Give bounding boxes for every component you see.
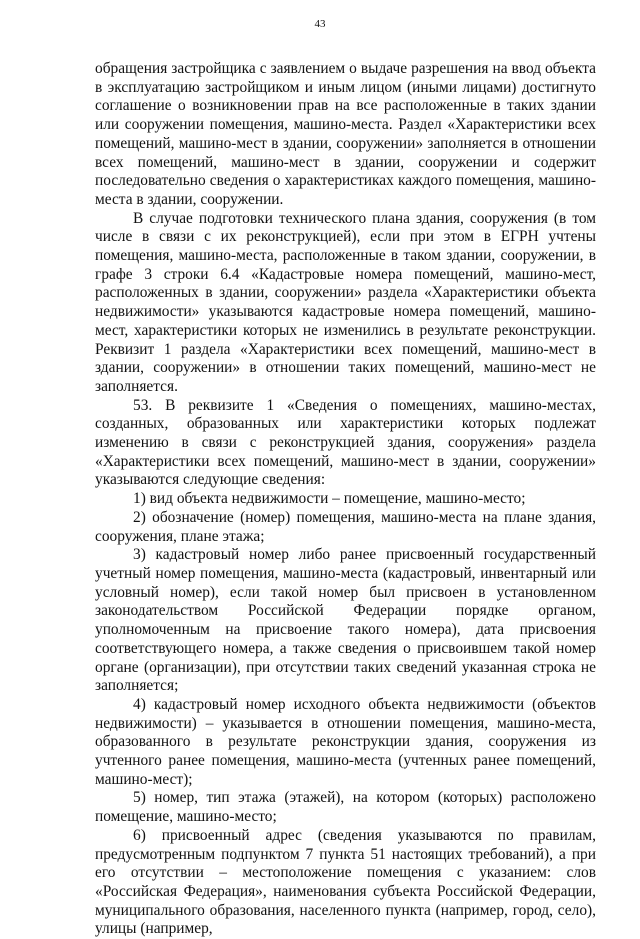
paragraph: В случае подготовки технического плана здания, сооружения (в том числе в связи с их реконструкцией), если при этом в ЕГРН учтены помещения, машино-места, расположенные в таком здании, сооружении, в графе 3 строки 6.4 «Кадастровые номера помещений, машино-мест, расположенных в здании, сооружении» раздела «Характеристики объекта недвижимости» указываются кадастровые номера помещений, машино-мест, характеристики которых не изменились в результате реконструкции. Реквизит 1 раздела «Характеристики всех помещений, машино-мест в здании, сооружении» в отношении таких помещений, машино-мест не заполняется. (95, 209, 596, 395)
paragraph: 1) вид объекта недвижимости – помещение, машино-место; (133, 490, 526, 508)
paragraph: 4) кадастровый номер исходного объекта недвижимости (объектов недвижимости) – указывается в отношении помещения, машино-места, образованного в результате реконструкции здания, сооружения из учтенного ранее помещения, машино-места (учтенных ранее помещений, машино-мест); (95, 695, 596, 788)
paragraph: обращения застройщика с заявлением о выдаче разрешения на ввод объекта в эксплуатацию застройщиком и иным лицом (иными лицами) достигнуто соглашение о возникновении прав на все расположенные в таких здании или сооружении помещения, машино-места. Раздел «Характеристики всех помещений, машино-мест в здании, сооружении» заполняется в отношении всех помещений, машино-мест в здании, сооружении и содержит последовательно сведения о характеристиках каждого помещения, машино-места в здании, сооружении. (95, 60, 596, 208)
paragraph: 2) обозначение (номер) помещения, машино-места на плане здания, сооружения, плане этажа; (95, 508, 596, 545)
paragraph: 5) номер, тип этажа (этажей), на котором (которых) расположено помещение, машино-место; (95, 789, 596, 826)
page-number: 43 (314, 18, 326, 30)
paragraph: 53. В реквизите 1 «Сведения о помещениях, машино-местах, созданных, образованных или характеристики которых подлежат изменению в связи с реконструкцией здания, сооружения» раздела «Характеристики всех помещений, машино-мест в здании, сооружении» указываются следующие сведения: (95, 396, 596, 489)
paragraph: 6) присвоенный адрес (сведения указываются по правилам, предусмотренным подпунктом 7 пункта 51 настоящих требований), а при его отсутствии – местоположение помещения с указанием: слов «Российская Федерация», наименования субъекта Российской Федерации, муниципального образования, населенного пункта (например, город, село), улицы (например, (95, 826, 596, 938)
paragraph: 3) кадастровый номер либо ранее присвоенный государственный учетный номер помещения, машино-места (кадастровый, инвентарный или условный номер), если такой номер был присвоен в установленном законодательством Российской Федерации порядке органом, уполномоченным на присвоение такого номера), дата присвоения соответствующего номера, а также сведения о присвоившем такой номер органе (организации), при отсутствии таких сведений указанная строка не заполняется; (95, 546, 596, 695)
document-body (95, 60, 596, 939)
